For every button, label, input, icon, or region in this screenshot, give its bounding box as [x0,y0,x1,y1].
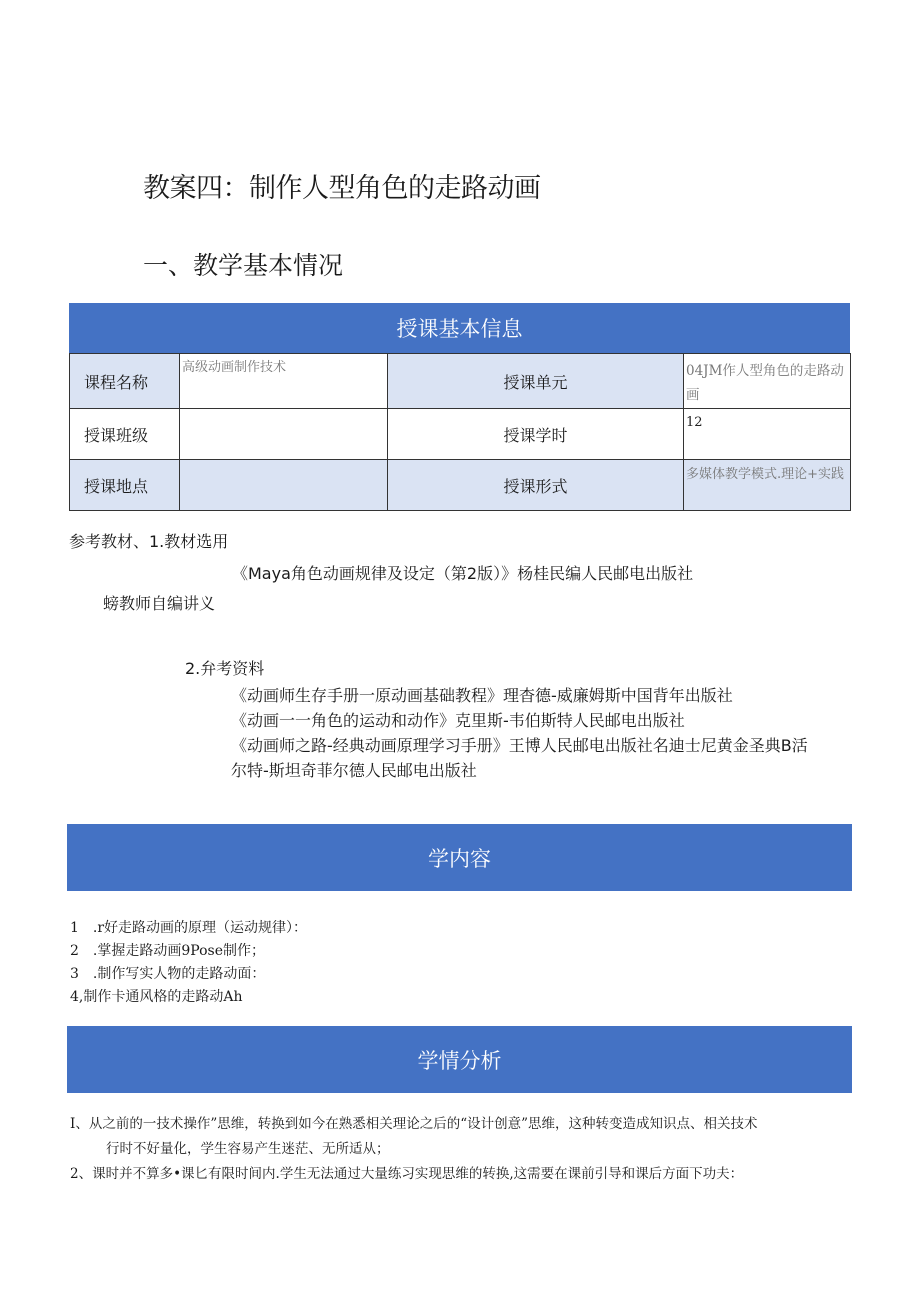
analysis-section-header [67,1026,852,1093]
label-format: 授课形式 [388,460,684,511]
value-class [180,409,388,460]
section-title: 一、教学基本情况 [143,251,344,280]
document-title: 教案四：制作人型角色的走路动画 [143,173,541,204]
reference-item: 《动画一一角色的运动和动作》克里斯-韦伯斯特人民邮电出版社 [231,711,685,730]
info-table-header-text: 授课基本信息 [396,317,523,341]
table-row [70,460,851,511]
analysis-item: 2、课时并不算多•课匕有限时间内.学生无法通过大量练习实现思维的转换,这需要在课前引导和课后方面下功夫： [70,1166,744,1182]
analysis-section-header-text: 学情分析 [417,1048,502,1073]
content-item: 2 .掌握走路动画9Pose制作； [70,943,266,959]
info-table [69,353,851,511]
value-format [684,460,851,511]
table-row [70,354,851,409]
reference-item: 《动画师之路-经典动画原理学习手册》王博人民邮电出版社名迪士尼黄金圣典B活 [231,736,808,755]
table-row [70,409,851,460]
handout-line: 螃教师自编讲义 [103,594,216,613]
content-item: 4,制作卡通风格的走路动Ah [70,989,243,1005]
analysis-item: I、从之前的一技术操作”思维，转换到如今在熟悉相关理论之后的“设计创意”思维，这种转变造成知识点、相关技术 [70,1116,758,1132]
label-course-name: 课程名称 [70,354,180,409]
value-location [180,460,388,511]
label-location: 授课地点 [70,460,180,511]
value-unit-text: 04JM作人型角色的走路动画 [686,363,844,403]
value-hours: 12 [684,409,851,460]
label-hours: 授课学时 [388,409,684,460]
label-class: 授课班级 [70,409,180,460]
reference-item: 《动画师生存手册一原动画基础教程》理杳德-威廉姆斯中国背年出版社 [231,686,733,705]
value-course-name: 高级动画制作技术 [180,354,388,409]
label-unit: 授课单元 [388,354,684,409]
analysis-item: 行时不好量化，学生容易产生迷茫、无所适从； [106,1141,390,1157]
info-table-header [69,303,850,353]
references-heading: 参考教材、1.教材选用 [69,532,229,551]
value-format-text: 多媒体教学模式.理论+实践 [686,467,845,482]
reference-subheading: 2.弁考资料 [185,659,265,678]
content-item: 1 .r好走路动画的原理（运动规律）： [70,920,308,936]
content-section-header-text: 学内容 [428,846,491,871]
value-unit [684,354,851,409]
content-item: 3 .制作写实人物的走路动面： [70,966,266,982]
textbook-line: 《Maya角色动画规律及设定（第2版）》杨桂民编人民邮电出版社 [232,564,694,583]
content-section-header [67,824,852,891]
reference-item: 尔特-斯坦奇菲尔德人民邮电出版社 [231,761,477,780]
